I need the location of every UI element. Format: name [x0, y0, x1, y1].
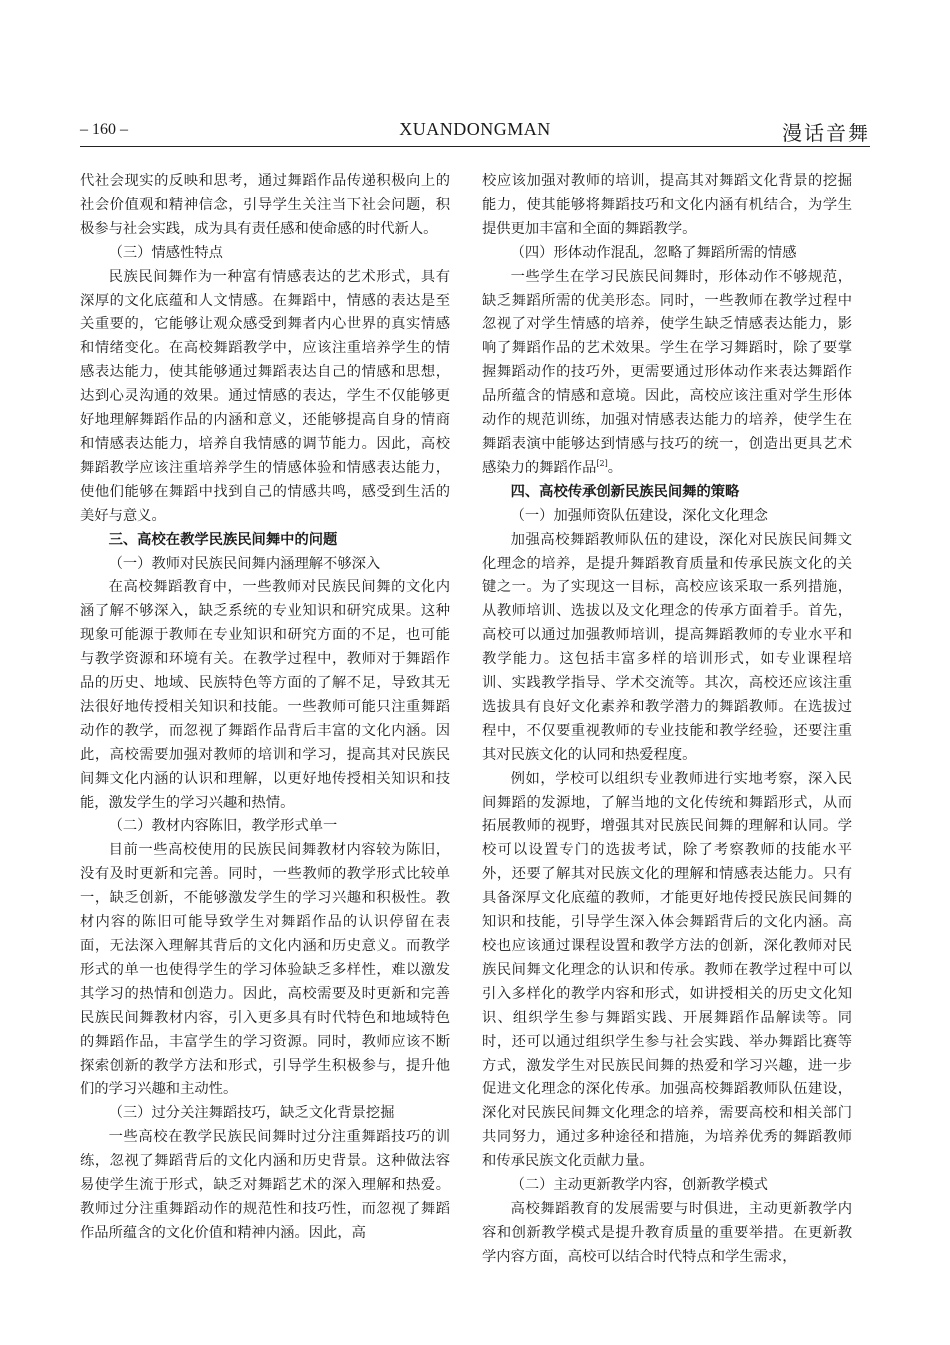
paragraph-tail: 。: [607, 459, 623, 476]
paragraph-text: 一些学生在学习民族民间舞时，形体动作不够规范，缺乏舞蹈所需的优美形态。同时，一些教师在教学过程中忽视了对学生情感的培养，使学生缺乏情感表达能力，影响了舞蹈作品的艺术效果。学生在学习舞蹈时，除了要掌握舞蹈动作的技巧外，更需要通过形体动作来表达舞蹈作品所蕴含的情感和意境。因此，高校应该注重对学生形体动作的规范训练，加强对情感表达能力的培养，使学生在舞蹈表演中能够达到情感与技巧的统一，创造出更具艺术感染力的舞蹈作品: [482, 268, 852, 476]
paragraph: 目前一些高校使用的民族民间舞教材内容较为陈旧，没有及时更新和完善。同时，一些教师的教学形式比较单一，缺乏创新，不能够激发学生的学习兴趣和积极性。教材内容的陈旧可能导致学生对舞蹈作品的认识停留在表面，无法深入理解其背后的文化内涵和历史意义。而教学形式的单一也使得学生的学习体验缺乏多样性，难以激发其学习的热情和创造力。因此，高校需要及时更新和完善民族民间舞教材内容，引入更多具有时代特色和地域特色的舞蹈作品，丰富学生的学习资源。同时，教师应该不断探索创新的教学方法和形式，引导学生积极参与，提升他们的学习兴趣和主动性。: [80, 842, 450, 1098]
page-number: – 160 –: [80, 121, 128, 138]
subsection-heading: （二）主动更新教学内容，创新教学模式: [510, 1177, 768, 1194]
page-header: [80, 115, 870, 145]
subsection-heading: （一）加强师资队伍建设，深化文化理念: [510, 507, 768, 524]
subsection-heading: （三）情感性特点: [108, 244, 223, 261]
paragraph: [482, 266, 852, 481]
subsection-heading: （一）教师对民族民间舞内涵理解不够深入: [108, 555, 381, 572]
paragraph: 民族民间舞作为一种富有情感表达的艺术形式，具有深厚的文化底蕴和人文情感。在舞蹈中，情感的表达是至关重要的，它能够让观众感受到舞者内心世界的真实情感和情绪变化。在高校舞蹈教学中，应该注重培养学生的情感表达能力，使其能够通过舞蹈表达自己的情感和思想，达到心灵沟通的效果。通过情感的表达，学生不仅能够更好地理解舞蹈作品的内涵和意义，还能够提高自身的情商和情感表达能力，培养自我情感的调节能力。因此，高校舞蹈教学应该注重培养学生的情感体验和情感表达能力，使他们能够在舞蹈中找到自己的情感共鸣，感受到生活的美好与意义。: [80, 268, 450, 524]
paragraph: 高校舞蹈教育的发展需要与时俱进，主动更新教学内容和创新教学模式是提升教育质量的重要举措。在更新教学内容方面，高校可以结合时代特点和学生需求，: [482, 1200, 852, 1265]
paragraph: 在高校舞蹈教育中，一些教师对民族民间舞的文化内涵了解不够深入，缺乏系统的专业知识和研究成果。这种现象可能源于教师在专业知识和研究方面的不足，也可能与教学资源和环境有关。在教学过程中，教师对于舞蹈作品的历史、地域、民族特色等方面的了解不足，导致其无法很好地传授相关知识和技能。一些教师可能只注重舞蹈动作的教学，而忽视了舞蹈作品背后丰富的文化内涵。因此，高校需要加强对教师的培训和学习，提高其对民族民间舞文化内涵的认识和理解，以更好地传授相关知识和技能，激发学生的学习兴趣和热情。: [80, 579, 450, 811]
subsection-heading: （三）过分关注舞蹈技巧，缺乏文化背景挖掘: [108, 1105, 395, 1122]
left-column: [80, 170, 450, 1246]
subsection-heading: （二）教材内容陈旧，教学形式单一: [108, 818, 338, 835]
section-heading: 三、高校在教学民族民间舞中的问题: [108, 531, 338, 548]
header-rule: [80, 146, 870, 147]
paragraph: 代社会现实的反映和思考，通过舞蹈作品传递积极向上的社会价值观和精神信念，引导学生关注当下社会问题，积极参与社会实践，成为具有责任感和使命感的时代新人。: [80, 173, 450, 237]
right-column: [482, 170, 852, 1270]
paragraph: 一些高校在教学民族民间舞时过分注重舞蹈技巧的训练，忽视了舞蹈背后的文化内涵和历史背景。这种做法容易使学生流于形式，缺乏对舞蹈艺术的深入理解和热爱。教师过分注重舞蹈动作的规范性和技巧性，而忽视了舞蹈作品所蕴含的文化价值和精神内涵。因此，高: [80, 1129, 450, 1241]
journal-title: XUANDONGMAN: [399, 119, 551, 139]
citation: [2]: [596, 459, 608, 469]
paragraph: 例如，学校可以组织专业教师进行实地考察，深入民间舞蹈的发源地，了解当地的文化传统和舞蹈形式，从而拓展教师的视野，增强其对民族民间舞的理解和认同。学校可以设置专门的选拔考试，除了考察教师的技能水平外，还要了解其对民族文化的理解和情感表达能力。只有具备深厚文化底蕴的教师，才能更好地传授民族民间舞的知识和技能，引导学生深入体会舞蹈背后的文化内涵。高校也应该通过课程设置和教学方法的创新，深化教师对民族民间舞文化理念的认识和传承。教师在教学过程中可以引入多样化的教学内容和形式，如讲授相关的历史文化知识、组织学生参与舞蹈实践、开展舞蹈作品解读等。同时，还可以通过组织学生参与社会实践、举办舞蹈比赛等方式，激发学生对民族民间舞的热爱和学习兴趣，进一步促进文化理念的深化传承。加强高校舞蹈教师队伍建设，深化对民族民间舞文化理念的培养，需要高校和相关部门共同努力，通过多种途径和措施，为培养优秀的舞蹈教师和传承民族文化贡献力量。: [482, 770, 852, 1170]
paragraph: 加强高校舞蹈教师队伍的建设，深化对民族民间舞文化理念的培养，是提升舞蹈教育质量和传承民族文化的关键之一。为了实现这一目标，高校应该采取一系列措施，从教师培训、选拔以及文化理念的传承方面着手。首先，高校可以通过加强教师培训，提高舞蹈教师的专业水平和教学能力。这包括丰富多样的培训形式，如专业课程培训、实践教学指导、学术交流等。其次，高校还应该注重选拔具有良好文化素养和教学潜力的舞蹈教师。在选拔过程中，不仅要重视教师的专业技能和教学经验，还要注重其对民族文化的认同和热爱程度。: [482, 531, 852, 763]
paragraph: 校应该加强对教师的培训，提高其对舞蹈文化背景的挖掘能力，使其能够将舞蹈技巧和文化内涵有机结合，为学生提供更加丰富和全面的舞蹈教学。: [482, 173, 852, 237]
subsection-heading: （四）形体动作混乱，忽略了舞蹈所需的情感: [510, 244, 797, 261]
section-heading: 四、高校传承创新民族民间舞的策略: [510, 483, 740, 500]
section-name: 漫话音舞: [782, 121, 870, 145]
